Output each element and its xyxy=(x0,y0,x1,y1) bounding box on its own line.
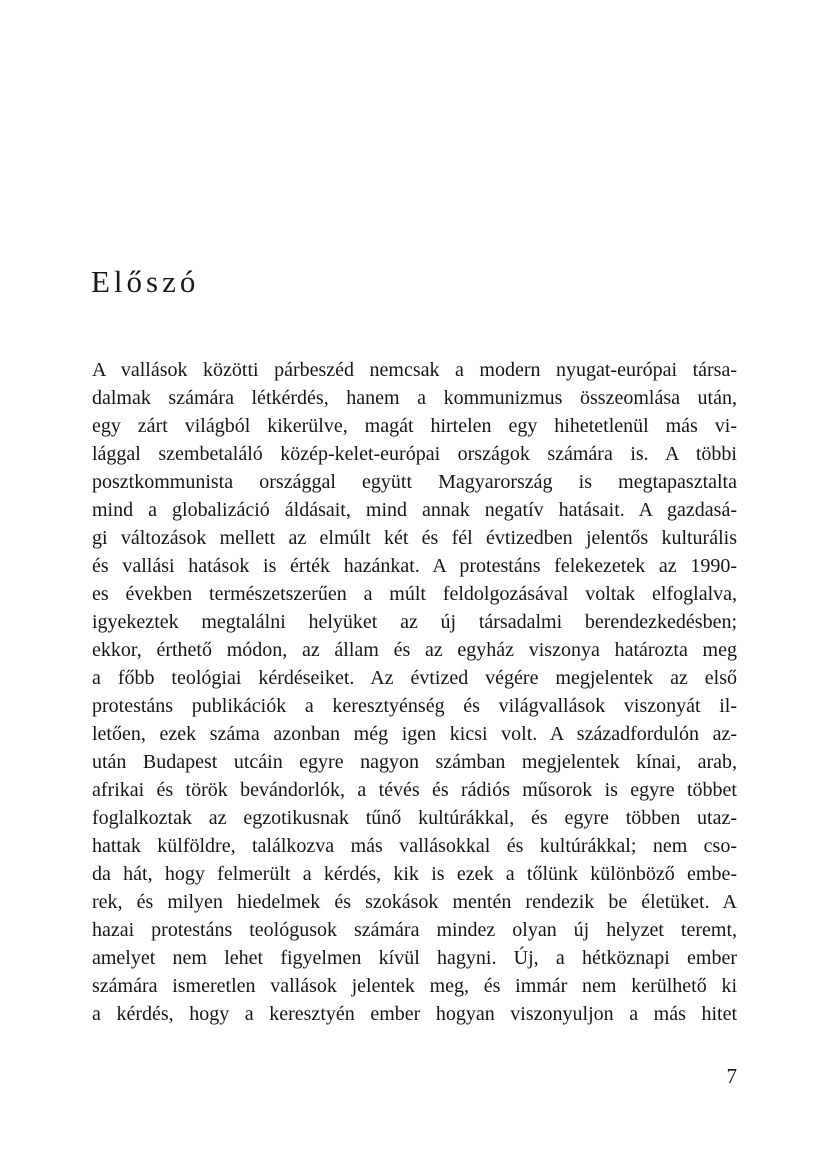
page-number: 7 xyxy=(726,1064,737,1088)
paragraph-line: mind a globalizáció áldásait, mind annak negatív hatásait. A gazdasá- xyxy=(92,499,737,521)
body-paragraph xyxy=(92,356,737,1028)
paragraph-line: amelyet nem lehet figyelmen kívül hagyni. Új, a hétköznapi ember xyxy=(92,947,737,969)
paragraph-line: hattak külföldre, találkozva más vallásokkal és kultúrákkal; nem cso- xyxy=(92,835,737,857)
paragraph-line: után Budapest utcáin egyre nagyon számban megjelentek kínai, arab, xyxy=(92,751,737,773)
paragraph-line: dalmak számára létkérdés, hanem a kommunizmus összeomlása után, xyxy=(92,387,737,409)
paragraph-line: da hát, hogy felmerült a kérdés, kik is ezek a tőlünk különböző embe- xyxy=(92,863,737,885)
chapter-title: Előszó xyxy=(91,264,200,299)
paragraph-line: protestáns publikációk a keresztyénség és világvallások viszonyát il- xyxy=(92,695,737,717)
paragraph-line: foglalkoztak az egzotikusnak tűnő kultúrákkal, és egyre többen utaz- xyxy=(92,807,737,829)
paragraph-line: számára ismeretlen vallások jelentek meg, és immár nem kerülhető ki xyxy=(92,975,737,997)
paragraph-line: es években természetszerűen a múlt feldolgozásával voltak elfoglalva, xyxy=(92,583,737,605)
paragraph-line: egy zárt világból kikerülve, magát hirtelen egy hihetetlenül más vi- xyxy=(92,415,737,437)
paragraph-line: hazai protestáns teológusok számára mindez olyan új helyzet teremt, xyxy=(92,919,737,941)
paragraph-line: ekkor, érthető módon, az állam és az egyház viszonya határozta meg xyxy=(92,639,737,661)
paragraph-line: gi változások mellett az elmúlt két és fél évtizedben jelentős kulturális xyxy=(92,527,737,549)
paragraph-line: afrikai és török bevándorlók, a tévés és rádiós műsorok is egyre többet xyxy=(92,779,737,801)
paragraph-line: A vallások közötti párbeszéd nemcsak a modern nyugat-európai társa- xyxy=(92,359,737,381)
paragraph-line: lággal szembetaláló közép-kelet-európai országok számára is. A többi xyxy=(92,443,737,465)
paragraph-line: igyekeztek megtalálni helyüket az új társadalmi berendezkedésben; xyxy=(92,611,737,633)
paragraph-line: a főbb teológiai kérdéseiket. Az évtized végére megjelentek az első xyxy=(92,667,737,689)
paragraph-line: és vallási hatások is érték hazánkat. A protestáns felekezetek az 1990- xyxy=(92,555,737,577)
paragraph-line: rek, és milyen hiedelmek és szokások mentén rendezik be életüket. A xyxy=(92,891,737,913)
paragraph-line: a kérdés, hogy a keresztyén ember hogyan viszonyuljon a más hitet xyxy=(92,1003,737,1025)
paragraph-line: letően, ezek száma azonban még igen kicsi volt. A századfordulón az- xyxy=(92,723,737,745)
paragraph-line: posztkommunista országgal együtt Magyarország is megtapasztalta xyxy=(92,471,737,493)
